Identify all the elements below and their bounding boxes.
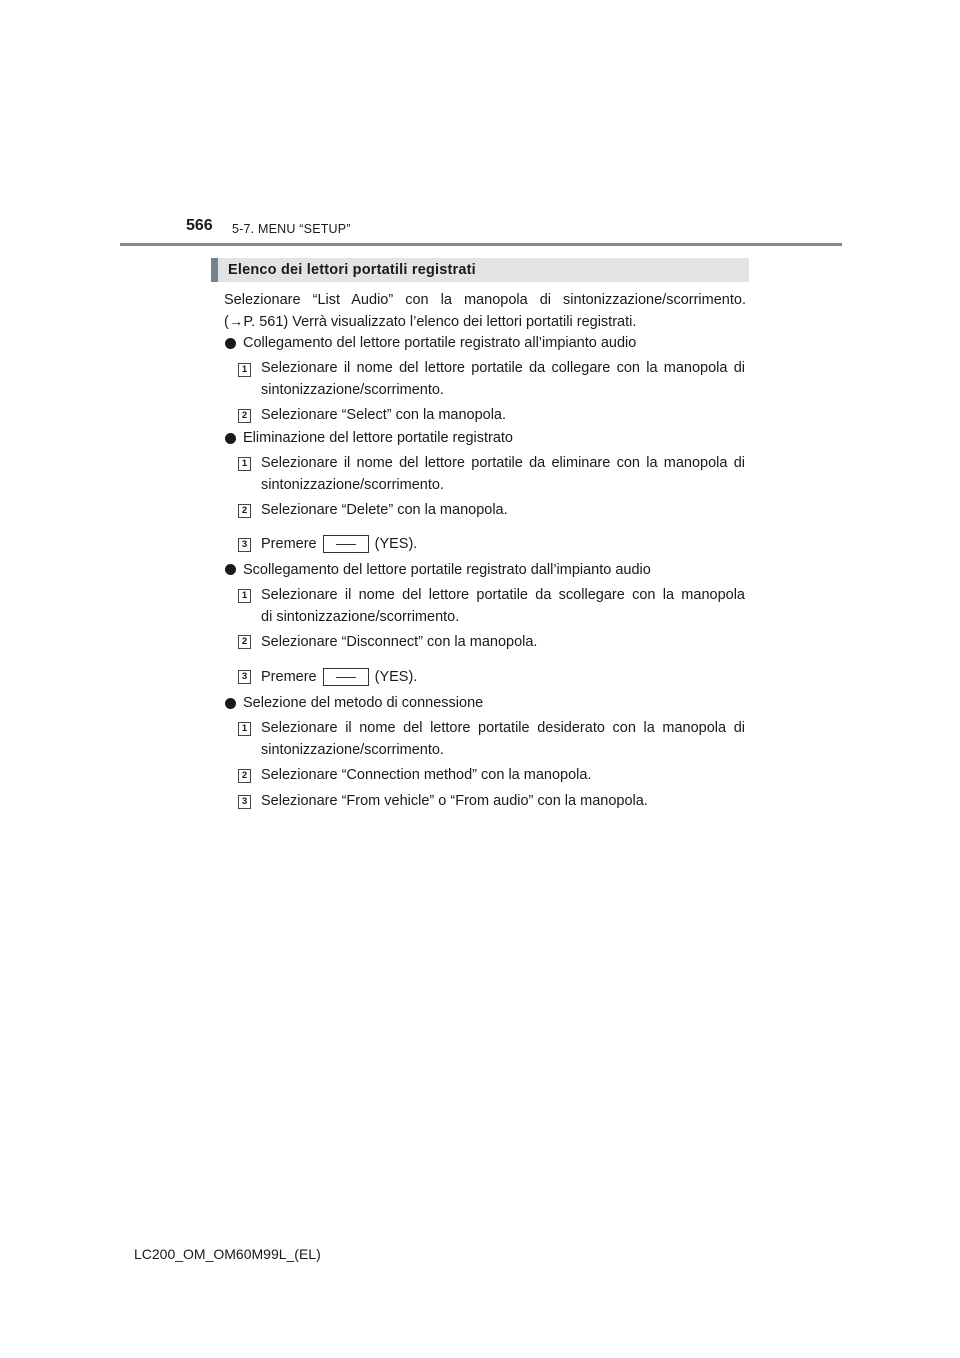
step-text-line: sintonizzazione/scorrimento.: [261, 382, 444, 398]
bullet-icon: [225, 698, 236, 709]
step-text-line: Selezionare il nome del lettore portatile da collegare con la manopola di: [261, 360, 745, 376]
step-text-suffix: (YES).: [374, 669, 418, 685]
chapter-title: 5-7. MENU “SETUP”: [232, 222, 351, 236]
step-number-badge: 1: [238, 363, 251, 377]
bullet-icon: [225, 433, 236, 444]
group-title: Eliminazione del lettore portatile registrato: [243, 430, 513, 446]
header-divider: [120, 243, 842, 246]
step-number-badge: 3: [238, 795, 251, 809]
step-text-line: Selezionare “From vehicle” o “From audio” con la manopola.: [261, 793, 648, 809]
step-text-line: Selezionare il nome del lettore portatile desiderato con la manopola di: [261, 720, 745, 736]
bullet-icon: [225, 338, 236, 349]
step-number-badge: 2: [238, 769, 251, 783]
step-text-line: Selezionare il nome del lettore portatile da eliminare con la manopola di: [261, 455, 745, 471]
step-text-line: [261, 666, 417, 688]
bullet-icon: [225, 564, 236, 575]
step-text-line: Selezionare “Delete” con la manopola.: [261, 502, 508, 518]
yes-key-box: [323, 535, 369, 553]
step-text-line: di sintonizzazione/scorrimento.: [261, 609, 460, 625]
step-text-line: Selezionare “Connection method” con la manopola.: [261, 767, 592, 783]
step-number-badge: 2: [238, 635, 251, 649]
page-number: 566: [186, 217, 213, 234]
step-text-prefix: Premere: [261, 669, 317, 685]
step-text-line: Selezionare il nome del lettore portatile da scollegare con la manopola: [261, 587, 745, 603]
step-text-line: Selezionare “Disconnect” con la manopola.: [261, 634, 538, 650]
step-number-badge: 3: [238, 670, 251, 684]
step-text-line: sintonizzazione/scorrimento.: [261, 742, 444, 758]
step-text-line: [261, 533, 417, 555]
step-number-badge: 1: [238, 457, 251, 471]
intro-line-1: Selezionare “List Audio” con la manopola di sintonizzazione/scorrimento.: [224, 292, 746, 308]
group-title: Scollegamento del lettore portatile registrato dall’impianto audio: [243, 562, 651, 578]
step-number-badge: 1: [238, 589, 251, 603]
step-number-badge: 3: [238, 538, 251, 552]
group-title: Collegamento del lettore portatile registrato all’impianto audio: [243, 335, 637, 351]
document-code: LC200_OM_OM60M99L_(EL): [134, 1246, 321, 1262]
step-number-badge: 2: [238, 409, 251, 423]
section-title: Elenco dei lettori portatili registrati: [211, 258, 749, 282]
yes-key-box: [323, 668, 369, 686]
intro-line-2: (→P. 561) Verrà visualizzato l’elenco dei lettori portatili registrati.: [224, 314, 637, 330]
step-text-line: Selezionare “Select” con la manopola.: [261, 407, 507, 423]
step-number-badge: 1: [238, 722, 251, 736]
group-title: Selezione del metodo di connessione: [243, 695, 484, 711]
step-text-suffix: (YES).: [374, 536, 418, 552]
step-number-badge: 2: [238, 504, 251, 518]
step-text-prefix: Premere: [261, 536, 317, 552]
step-text-line: sintonizzazione/scorrimento.: [261, 477, 444, 493]
